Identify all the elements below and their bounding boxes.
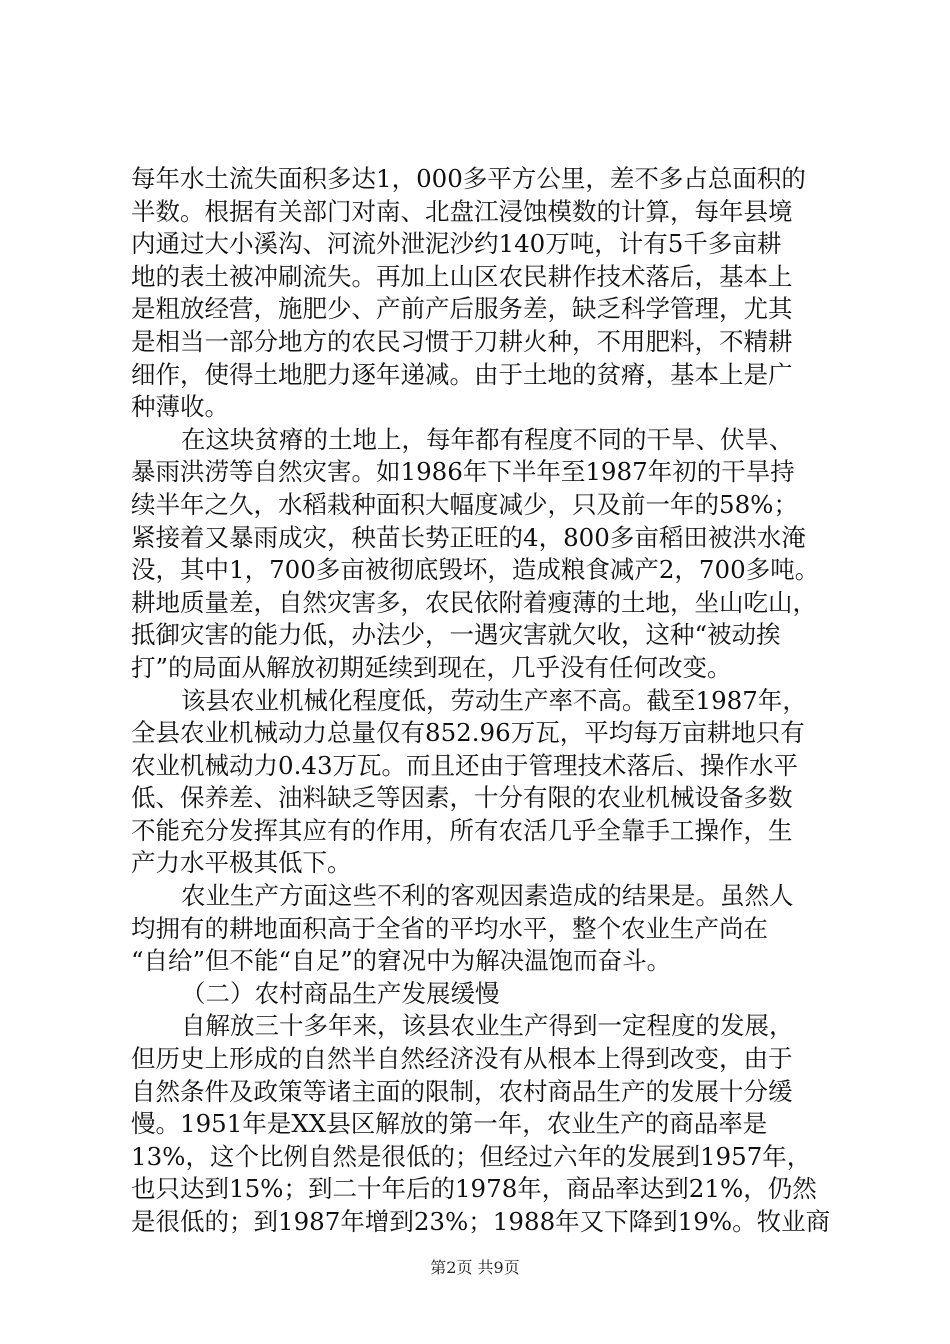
text-line: 自然条件及政策等诸主面的限制，农村商品生产的发展十分缓 (131, 1076, 793, 1106)
text-line: 没，其中1，700多亩被彻底毁坏，造成粮食减产2，700多吨。 (131, 555, 820, 585)
paragraph (131, 163, 831, 424)
text-line: 地的表土被冲刷流失。再加上山区农民耕作技术落后，基本上 (131, 261, 793, 291)
text-line: 是粗放经营，施肥少、产前产后服务差，缺乏科学管理，尤其 (131, 294, 793, 324)
text-line: “自给”但不能“自足”的窘况中为解决温饱而奋斗。 (131, 946, 672, 976)
text-line: 但历史上形成的自然半自然经济没有从根本上得到改变，由于 (131, 1044, 793, 1074)
text-line: 自解放三十多年来，该县农业生产得到一定程度的发展， (181, 1011, 794, 1041)
text-line: 慢。1951年是XX县区解放的第一年，农业生产的商品率是 (131, 1109, 768, 1139)
text-line: 半数。根据有关部门对南、北盘江浸蚀模数的计算，每年县境 (131, 196, 793, 226)
text-line: 在这块贫瘠的土地上，每年都有程度不同的干旱、伏旱、 (181, 424, 794, 454)
text-line: 农业机械动力0.43万瓦。而且还由于管理技术落后、操作水平 (131, 750, 799, 780)
text-line: 内通过大小溪沟、河流外泄泥沙约140万吨，计有5千多亩耕 (131, 229, 782, 259)
paragraph (131, 1010, 831, 1238)
text-line: 均拥有的耕地面积高于全省的平均水平，整个农业生产尚在 (131, 913, 768, 943)
text-line: 抵御灾害的能力低，办法少，一遇灾害就欠收，这种“被动挨 (131, 620, 781, 650)
text-line: 打”的局面从解放初期延续到现在，几乎没有任何改变。 (131, 652, 732, 682)
text-line: 每年水土流失面积多达1，000多平方公里，差不多占总面积的 (131, 164, 806, 193)
text-line: （二）农村商品生产发展缓慢 (181, 978, 500, 1008)
text-line: 紧接着又暴雨成灾，秧苗长势正旺的4，800多亩稻田被洪水淹 (131, 522, 806, 552)
text-line: 全县农业机械动力总量仅有852.96万瓦，平均每万亩耕地只有 (131, 718, 805, 748)
paragraph (131, 424, 831, 685)
paragraph (131, 880, 831, 978)
text-line: 农业生产方面这些不利的客观因素造成的结果是。虽然人 (181, 881, 794, 911)
paragraph (131, 685, 831, 881)
text-line: 是相当一部分地方的农民习惯于刀耕火种，不用肥料，不精耕 (131, 326, 793, 356)
text-line: 是很低的；到1987年增到23%；1988年又下降到19%。牧业商 (131, 1207, 831, 1236)
text-line: 耕地质量差，自然灾害多，农民依附着瘦薄的土地，坐山吃山， (131, 587, 817, 617)
text-line: 低、保养差、油料缺乏等因素，十分有限的农业机械设备多数 (131, 783, 793, 813)
text-line: 细作，使得土地肥力逐年递减。由于土地的贫瘠，基本上是广 (131, 359, 793, 389)
page-footer: 第2页 共9页 (430, 1258, 520, 1277)
text-line: 暴雨洪涝等自然灾害。如1986年下半年至1987年初的干旱持 (131, 457, 795, 487)
body-text (131, 163, 831, 1239)
text-line: 13%，这个比例自然是很低的；但经过六年的发展到1957年， (131, 1141, 812, 1171)
text-line: 也只达到15%；到二十年后的1978年，商品率达到21%，仍然 (131, 1174, 817, 1204)
text-line: 产力水平极其低下。 (131, 848, 352, 878)
text-line: 种薄收。 (131, 392, 229, 422)
text-line: 该县农业机械化程度低，劳动生产率不高。截至1987年， (181, 685, 807, 715)
text-line: 续半年之久，水稻栽种面积大幅度减少，只及前一年的58%； (131, 489, 798, 519)
section-heading (131, 978, 831, 1011)
text-line: 不能充分发挥其应有的作用，所有农活几乎全靠手工操作，生 (131, 815, 793, 845)
